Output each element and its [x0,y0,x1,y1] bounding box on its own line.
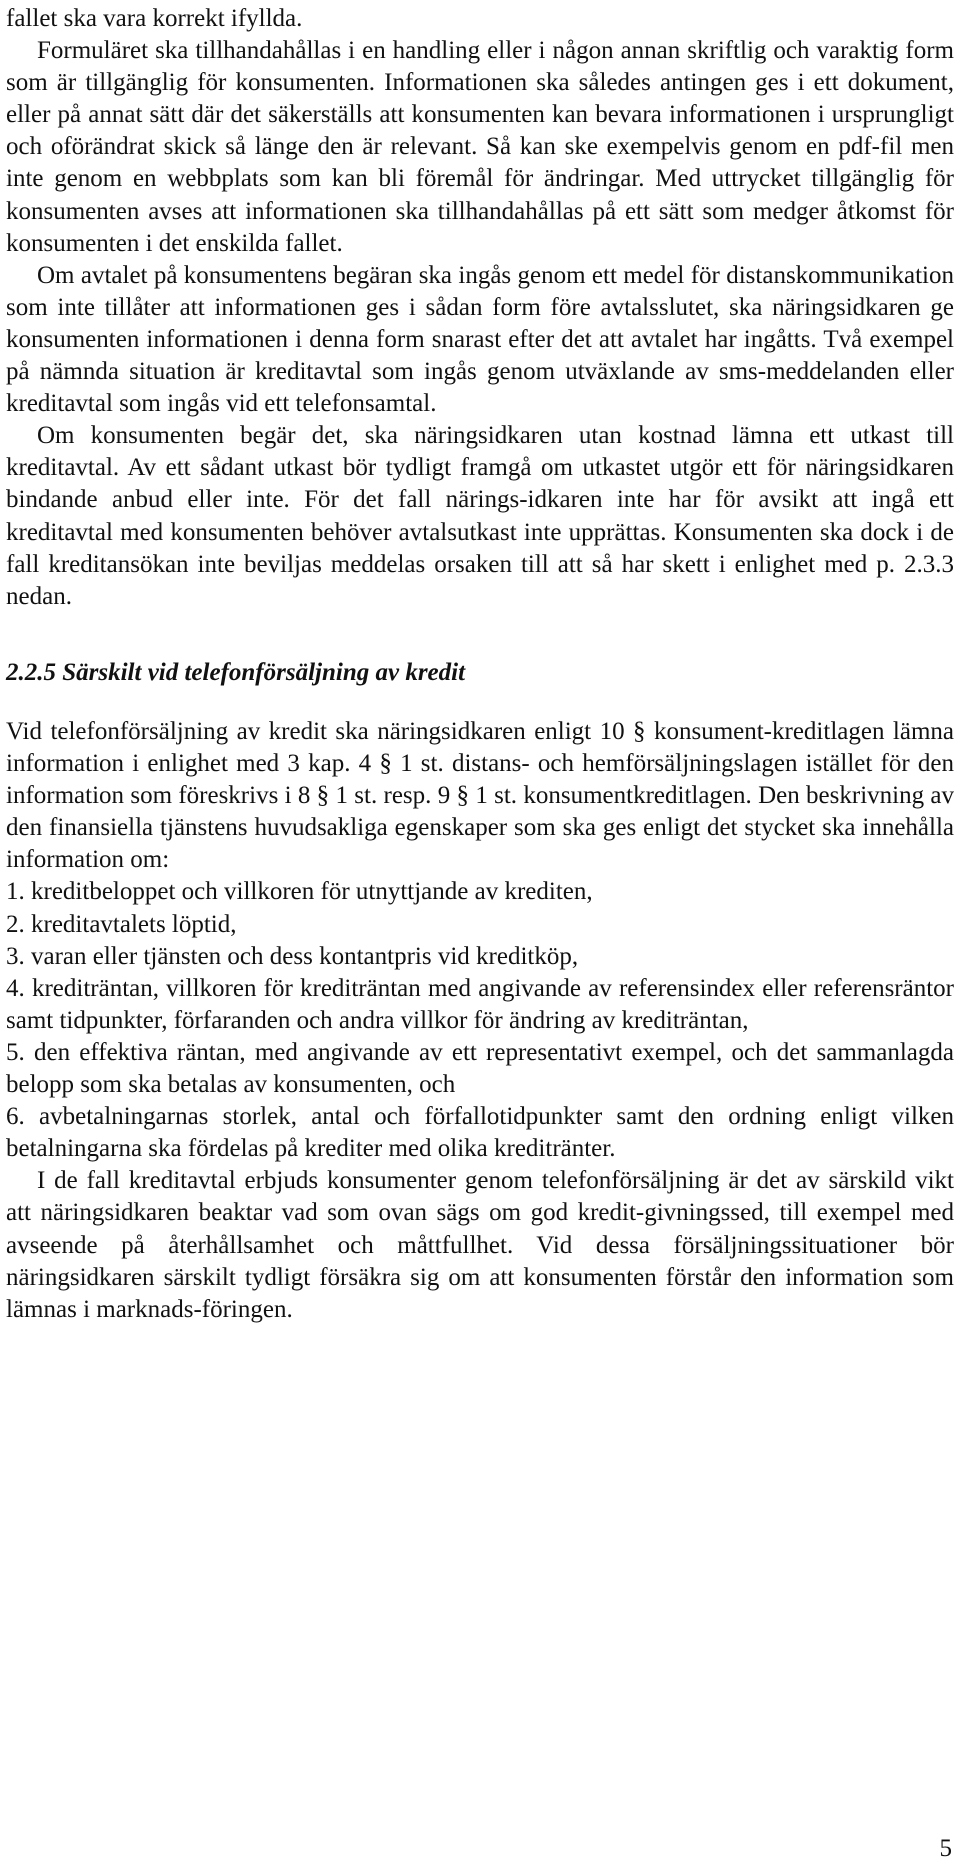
paragraph-closing: I de fall kreditavtal erbjuds konsumenter genom telefonförsäljning är det av särskild vikt att näringsidkaren beaktar vad som ovan sägs om god kredit-givningssed, till exempel med avseende på återhållsamhet och måttfullhet. Vid dessa försäljningssituationer bör näringsidkaren särskilt tydligt försäkra sig om att konsumenten förstår den information som lämnas i marknads-föringen. [6,1167,954,1323]
paragraph-continuation: fallet ska vara korrekt ifyllda. [6,5,303,32]
paragraph-form-requirements: Formuläret ska tillhandahållas i en handling eller i någon annan skriftlig och varaktig form som är tillgänglig för konsumenten. Informationen ska således antingen ges i ett dokument, eller på annat sätt där det säkerställs att konsumenten kan bevara informationen i ursprungligt och oförändrat skick så länge den är relevant. Så kan ske exempelvis genom en pdf-fil men inte genom en webbplats som kan bli föremål för ändringar. Med uttrycket tillgänglig för konsumenten avses att informationen ska tillhandahållas på ett sätt som medger åtkomst för konsumenten i det enskilda fallet. [6,37,954,257]
body-text-top [6,3,954,613]
list-item: 1. kreditbeloppet och villkoren för utnyttjande av krediten, [6,878,593,906]
list-item: 5. den effektiva räntan, med angivande av ett representativt exempel, och det sammanlagda belopp som ska betalas av konsumenten, och [6,1038,954,1099]
list-item: 3. varan eller tjänsten och dess kontantpris vid kreditköp, [6,942,579,970]
paragraph-intro: Vid telefonförsäljning av kredit ska näringsidkaren enligt 10 § konsument-kreditlagen lämna information i enlighet med 3 kap. 4 § 1 st. distans- och hemförsäljningslagen istället för den information som föreskrivs i 8 § 1 st. resp. 9 § 1 st. konsumentkreditlagen. Den beskrivning av den finansiella tjänstens huvudsakliga egenskaper som ska ges enligt det stycket ska innehålla information om: [6,718,954,874]
list-item: 2. kreditavtalets löptid, [6,910,237,938]
list-item: 6. avbetalningarnas storlek, antal och förfallotidpunkter samt den ordning enligt vilken betalningarna ska fördelas på krediter med olika kreditränter. [6,1103,954,1163]
page-number: 5 [939,1835,952,1862]
list-item: 4. krediträntan, villkoren för krediträntan med angivande av referensindex eller referensräntor samt tidpunkter, förfaranden och andra villkor för ändring av krediträntan, [6,974,954,1034]
paragraph-draft-agreement: Om konsumenten begär det, ska näringsidkaren utan kostnad lämna ett utkast till kreditavtal. Av ett sådant utkast bör tydligt framgå om utkastet utgör ett för näringsidkaren bindande anbud eller inte. För det fall närings-idkaren inte har för avsikt att ingå ett kreditavtal med konsumenten behöver avtalsutkast inte upprättas. Konsumenten ska dock i de fall kreditansökan inte beviljas meddelas orsaken till att så har skett i enlighet med p. 2.3.3 nedan. [6,422,954,610]
section-heading: 2.2.5 Särskilt vid telefonförsäljning av kredit [6,659,466,686]
paragraph-distance-communication: Om avtalet på konsumentens begäran ska ingås genom ett medel för distanskommunikation som inte tillåter att informationen ges i sådan form före avtalsslutet, ska näringsidkaren ge konsumenten informationen i denna form snarast efter det att avtalet har ingåtts. Två exempel på nämnda situation är kreditavtal som ingås genom utväxlande av sms-meddelanden eller kreditavtal som ingås vid ett telefonsamtal. [6,261,954,418]
body-text-section [6,716,954,1326]
